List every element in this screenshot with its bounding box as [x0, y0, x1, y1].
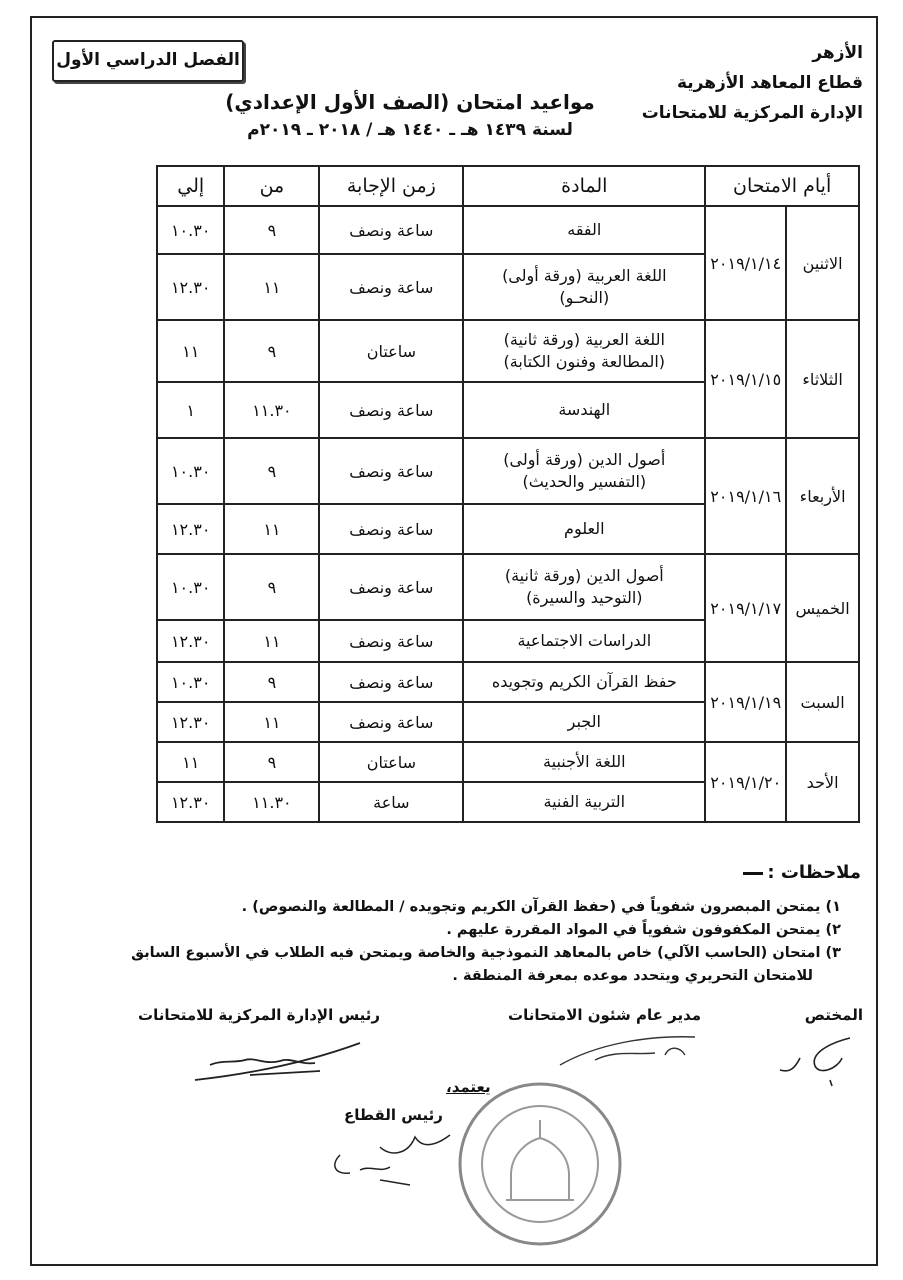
duration-cell: ساعة ونصف [319, 382, 463, 438]
duration-cell: ساعة ونصف [319, 662, 463, 702]
note-item: ١) يمتحن المبصرون شفوياً في (حفظ القرآن الكريم وتجويده / المطالعة والنصوص) . [241, 899, 841, 915]
specialist-label: المختص [804, 1006, 863, 1024]
from-cell: ١١ [224, 254, 319, 320]
date-cell: ٢٠١٩/١/١٤ [705, 206, 786, 320]
to-cell: ١٢.٣٠ [157, 254, 225, 320]
subject-line-2: (المطالعة وفنون الكتابة) [503, 352, 666, 371]
subject-cell [463, 438, 705, 504]
duration-cell: ساعتان [319, 742, 463, 782]
from-cell: ١١.٣٠ [224, 782, 319, 822]
duration-cell: ساعة ونصف [319, 206, 463, 254]
subject-line: الدراسات الاجتماعية [517, 631, 652, 650]
day-cell: الخميس [786, 554, 859, 662]
note-item: للامتحان التحريري ويتحدد موعده بمعرفة المنطقة . [452, 968, 813, 984]
table-header-row [69, 166, 859, 206]
to-cell: ١٢.٣٠ [157, 620, 225, 662]
header-from: من [224, 166, 319, 206]
exam-schedule-table [68, 165, 860, 823]
subject-line-2: (التفسير والحديث) [522, 472, 647, 491]
date-cell: ٢٠١٩/١/١٦ [705, 438, 786, 554]
date-cell: ٢٠١٩/١/١٩ [705, 662, 786, 742]
to-cell: ١١ [157, 742, 225, 782]
org-line-2: قطاع المعاهد الأزهرية [676, 73, 863, 93]
header-days: أيام الامتحان [705, 166, 859, 206]
subject-line: العلوم [564, 519, 605, 538]
org-line-3: الإدارة المركزية للامتحانات [641, 103, 863, 123]
from-cell: ١١ [224, 504, 319, 554]
from-cell: ٩ [224, 206, 319, 254]
notes-title-text: ملاحظات : [767, 862, 861, 883]
to-cell: ١٢.٣٠ [157, 504, 225, 554]
org-line-1: الأزهر [812, 43, 863, 63]
day-cell: الثلاثاء [786, 320, 859, 438]
notes-list [51, 896, 841, 988]
to-cell: ١٠.٣٠ [157, 206, 225, 254]
duration-cell: ساعة [319, 782, 463, 822]
page-title: مواعيد امتحان (الصف الأول الإعدادي) [225, 90, 595, 114]
subject-cell [463, 620, 705, 662]
table-row [69, 320, 859, 382]
subject-line: التربية الفنية [543, 792, 626, 811]
to-cell: ١٢.٣٠ [157, 702, 225, 742]
to-cell: ١٠.٣٠ [157, 662, 225, 702]
duration-cell: ساعة ونصف [319, 554, 463, 620]
to-cell: ١٠.٣٠ [157, 554, 225, 620]
header-subject: المادة [463, 166, 705, 206]
subject-line: الهندسة [558, 400, 611, 419]
from-cell: ٩ [224, 554, 319, 620]
subject-line: اللغة العربية (ورقة أولى) [502, 266, 667, 285]
subject-cell [463, 254, 705, 320]
sector-head-signature [320, 1125, 470, 1190]
subject-cell [463, 382, 705, 438]
subject-line: اللغة الأجنبية [543, 752, 626, 771]
date-cell: ٢٠١٩/١/١٥ [705, 320, 786, 438]
subject-line: أصول الدين (ورقة أولى) [503, 450, 666, 469]
day-cell: الاثنين [786, 206, 859, 320]
note-item: ٢) يمتحن المكفوفون شفوياً في المواد المقررة عليهم . [446, 922, 841, 938]
from-cell: ١١ [224, 620, 319, 662]
to-cell: ١ [157, 382, 225, 438]
to-cell: ١٢.٣٠ [157, 782, 225, 822]
from-cell: ١١.٣٠ [224, 382, 319, 438]
from-cell: ٩ [224, 320, 319, 382]
general-manager-label: مدير عام شئون الامتحانات [508, 1006, 702, 1024]
from-cell: ٩ [224, 438, 319, 504]
table-row [69, 554, 859, 620]
subject-cell [463, 504, 705, 554]
head-central-admin-label: رئيس الإدارة المركزية للامتحانات [138, 1006, 381, 1024]
to-cell: ١١ [157, 320, 225, 382]
duration-cell: ساعة ونصف [319, 620, 463, 662]
organization-header [642, 38, 863, 128]
from-cell: ٩ [224, 662, 319, 702]
note-item: ٣) امتحان (الحاسب الآلي) خاص بالمعاهد النموذجية والخاصة ويمتحن فيه الطلاب في الأسبوع السابق [131, 945, 841, 961]
table-row [69, 206, 859, 254]
subject-line: الفقه [567, 220, 602, 239]
subject-line-2: (التوحيد والسيرة) [526, 588, 643, 607]
day-cell: الأربعاء [786, 438, 859, 554]
official-stamp-seal [456, 1080, 624, 1248]
subject-cell [463, 320, 705, 382]
subject-line-2: (النحـو) [559, 288, 610, 307]
day-cell: الأحد [786, 742, 859, 822]
subject-cell [463, 662, 705, 702]
duration-cell: ساعة ونصف [319, 438, 463, 504]
duration-cell: ساعة ونصف [319, 702, 463, 742]
duration-cell: ساعة ونصف [319, 254, 463, 320]
from-cell: ٩ [224, 742, 319, 782]
subject-cell [463, 742, 705, 782]
date-cell: ٢٠١٩/١/١٧ [705, 554, 786, 662]
approved-label: يعتمد، [446, 1078, 491, 1096]
from-cell: ١١ [224, 702, 319, 742]
manager-signature [555, 1025, 705, 1075]
date-cell: ٢٠١٩/١/٢٠ [705, 742, 786, 822]
subject-line: الجبر [567, 712, 601, 731]
notes-title-underline [743, 872, 763, 875]
duration-cell: ساعتان [319, 320, 463, 382]
subject-line: حفظ القرآن الكريم وتجويده [491, 672, 677, 691]
term-box: الفصل الدراسي الأول [52, 40, 244, 82]
subject-cell [463, 702, 705, 742]
table-row [69, 742, 859, 782]
table-row [69, 662, 859, 702]
duration-cell: ساعة ونصف [319, 504, 463, 554]
page-subtitle: لسنة ١٤٣٩ هـ ـ ١٤٤٠ هـ / ٢٠١٨ ـ ٢٠١٩م [247, 120, 573, 140]
table-row [69, 438, 859, 504]
day-cell: السبت [786, 662, 859, 742]
central-admin-signature [190, 1035, 370, 1090]
notes-title [743, 862, 861, 883]
to-cell: ١٠.٣٠ [157, 438, 225, 504]
header-duration: زمن الإجابة [319, 166, 463, 206]
subject-cell [463, 206, 705, 254]
subject-cell [463, 782, 705, 822]
header-to: إلي [157, 166, 225, 206]
subject-cell [463, 554, 705, 620]
subject-line: أصول الدين (ورقة ثانية) [504, 566, 664, 585]
specialist-signature [770, 1028, 860, 1088]
subject-line: اللغة العربية (ورقة ثانية) [503, 330, 665, 349]
head-sector-label: رئيس القطاع [344, 1106, 443, 1124]
